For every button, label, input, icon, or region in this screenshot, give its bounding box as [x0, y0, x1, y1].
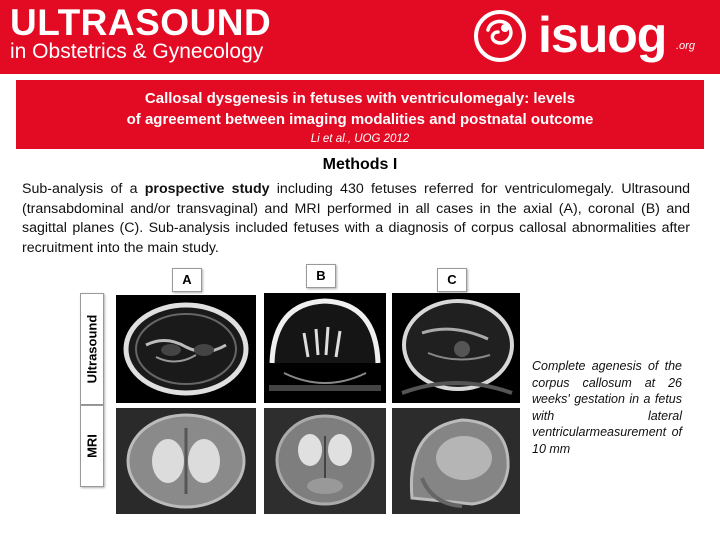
body-text-part-2: including 430 fetuses referred for ventriculomegaly. Ultrasound (transabdominal and/or transvaginal) and MRI performed in all cases in the axial (A), coronal (B) and sagittal planes (C). Sub-analysis included fetuses with a diagnosis of corpus callosal abnormalities after recruitment into the main study.: [22, 181, 690, 256]
journal-header: [0, 0, 720, 74]
isuog-logo[interactable]: [470, 6, 710, 66]
logo-wordmark: isuog: [538, 7, 667, 63]
mri-axial-image: [116, 408, 256, 514]
fetus-logo-icon: [470, 8, 530, 64]
row-label-ultrasound-text: Ultrasound: [84, 314, 100, 384]
column-label-b: B: [306, 264, 336, 288]
slide-title: [16, 88, 704, 130]
body-text-emphasis: prospective study: [144, 181, 270, 197]
ultrasound-sagittal-graphic: [392, 293, 520, 403]
ultrasound-coronal-graphic: [264, 293, 386, 403]
ultrasound-sagittal-image: [392, 293, 520, 403]
mri-axial-graphic: [116, 408, 256, 514]
body-text-part-1: Sub-analysis of a: [22, 181, 145, 197]
mri-coronal-graphic: [264, 408, 386, 514]
row-label-mri: [80, 405, 104, 487]
column-label-a: A: [172, 268, 202, 292]
citation: Li et al., UOG 2012: [310, 133, 410, 145]
row-label-mri-text: MRI: [84, 434, 100, 458]
mri-coronal-image: [264, 408, 386, 514]
slide-title-line-2: of agreement between imaging modalities and postnatal outcome: [126, 111, 594, 128]
mri-sagittal-graphic: [392, 408, 520, 514]
row-label-ultrasound: [80, 293, 104, 405]
slide-title-line-1: Callosal dysgenesis in fetuses with ventriculomegaly: levels: [144, 90, 576, 107]
journal-title: ULTRASOUND: [10, 2, 272, 43]
section-title: Methods I: [322, 156, 398, 173]
logo-suffix: .org: [676, 40, 695, 52]
ultrasound-axial-image: [116, 295, 256, 403]
ultrasound-coronal-image: [264, 293, 386, 403]
ultrasound-axial-graphic: [116, 295, 256, 403]
figure-caption: Complete agenesis of the corpus callosum at 26 weeks' gestation in a fetus with lateral ventricularmeasurement of 10 mm: [532, 359, 682, 456]
journal-subtitle: in Obstetrics & Gynecology: [10, 40, 264, 63]
body-paragraph: [22, 180, 690, 258]
column-label-c: C: [437, 268, 467, 292]
title-banner: [16, 80, 704, 149]
mri-sagittal-image: [392, 408, 520, 514]
